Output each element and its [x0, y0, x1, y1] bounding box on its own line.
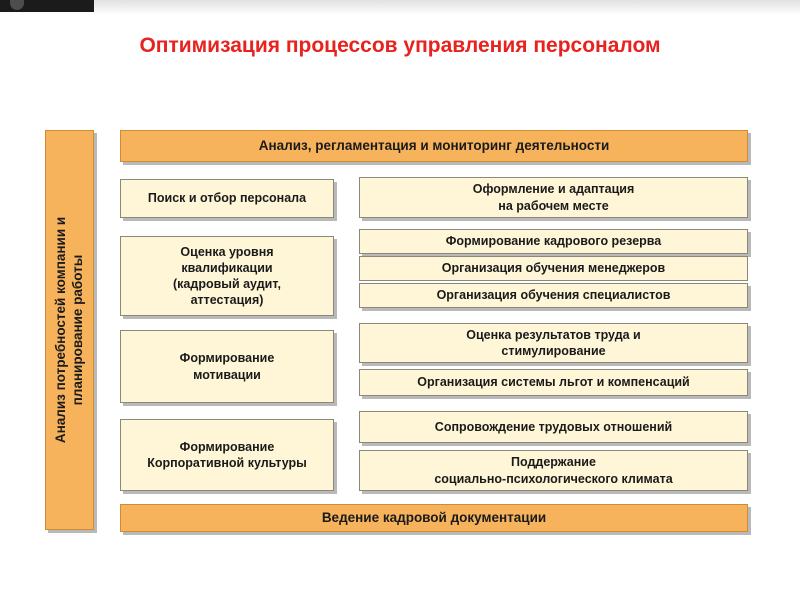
box-qualification-line3: (кадровый аудит,	[173, 277, 281, 291]
box-specialists-training-label: Организация обучения специалистов	[436, 288, 671, 303]
side-bar-label-line2: планирование работы	[69, 254, 85, 406]
top-bar-monitoring	[120, 130, 748, 162]
bottom-bar-label: Ведение кадровой документации	[321, 510, 547, 526]
box-search-selection	[120, 179, 334, 218]
box-qualification-line2: квалификации	[181, 260, 273, 275]
box-talent-reserve-label: Формирование кадрового резерва	[445, 234, 662, 249]
bottom-bar-documentation	[120, 504, 748, 532]
box-psychological-climate-line1: Поддержание	[511, 455, 596, 470]
box-onboarding-line1: Оформление и адаптация	[472, 182, 635, 197]
box-labor-relations	[359, 411, 748, 443]
box-benefits-label: Организация системы льгот и компенсаций	[417, 375, 690, 390]
side-bar-label	[53, 140, 87, 520]
top-bar-label: Анализ, регламентация и мониторинг деятельности	[258, 138, 610, 154]
logo	[0, 0, 94, 12]
box-talent-reserve	[359, 229, 748, 254]
logo-mark	[10, 0, 24, 10]
box-managers-training	[359, 256, 748, 281]
box-qualification-line4: аттестация)	[190, 293, 264, 308]
box-onboarding	[359, 177, 748, 218]
box-labor-relations-label: Сопровождение трудовых отношений	[434, 419, 673, 434]
box-corporate-culture-line2: Корпоративной культуры	[147, 456, 307, 470]
box-benefits	[359, 369, 748, 396]
box-motivation-line2: мотивации	[193, 367, 261, 382]
box-corporate-culture-line1: Формирование	[179, 439, 275, 454]
box-specialists-training	[359, 283, 748, 308]
box-managers-training-label: Организация обучения менеджеров	[441, 261, 666, 276]
box-qualification-line1: Оценка уровня	[180, 244, 274, 259]
box-performance-results-line2: стимулирование	[501, 344, 606, 358]
box-psychological-climate	[359, 450, 748, 491]
box-qualification	[120, 236, 334, 316]
side-bar-label-line1: Анализ потребностей компании и	[52, 216, 68, 444]
box-onboarding-line2: на рабочем месте	[498, 198, 609, 213]
box-motivation-line1: Формирование	[179, 351, 275, 366]
box-motivation	[120, 330, 334, 403]
box-corporate-culture	[120, 419, 334, 491]
box-search-selection-label: Поиск и отбор персонала	[147, 191, 307, 206]
page-title: Оптимизация процессов управления персоналом	[139, 34, 661, 57]
header-band	[0, 0, 800, 14]
side-bar-planning	[45, 130, 94, 530]
box-performance-results	[359, 323, 748, 363]
box-performance-results-line1: Оценка результатов труда и	[466, 327, 641, 342]
box-psychological-climate-line2: социально-психологического климата	[434, 471, 673, 486]
